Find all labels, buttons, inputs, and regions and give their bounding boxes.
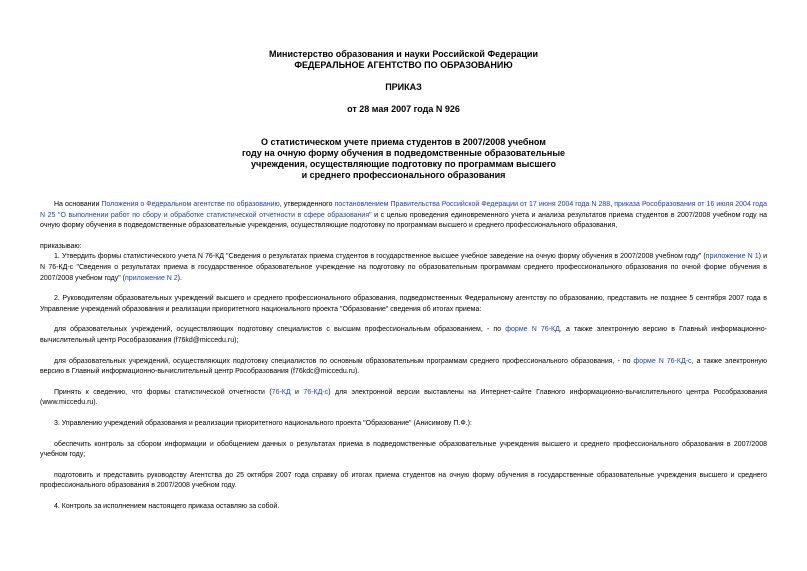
document-body [40,200,767,512]
text: ). [177,274,182,282]
paragraph-item-3: 3. Управлению учреждений образования и реализации приоритетного национального проекта "Образование" (Анисимову П.Ф.): [54,419,472,427]
doc-title-line-4: и среднего профессионального образования [301,170,506,180]
text: для образовательных учреждений, осуществляющих подготовку специалистов с высшим профессиональным образованием, - по [54,326,506,334]
text: , [610,201,615,208]
text: ) и N 76-КД-с "Сведения о результатах приема в государственное образовательное учреждение на подготовку по образовательным программам среднего профессионального образования по очной форме обучения в 2007/2008 учебном году" ( [40,253,768,282]
text: 1. Утвердить формы статистического учета N 76-КД "Сведения о результатах приема студентов в государственное высшее учебное заведение на очную форму обучения в 2007/2008 учебном году" ( [54,253,706,261]
link-76kd-s[interactable]: 76-КД-с [303,388,329,396]
paragraph-website-note [40,388,767,409]
link-form-76kd-s[interactable]: форме N 76-КД-с [633,357,692,365]
doc-date-number: от 28 мая 2007 года N 926 [347,104,460,114]
text: , а также электронную версию в Главный информационно-вычислительный центр Рособразования (f76kdc@miccedu.ru). [40,357,767,376]
text: ) для электронной версии выставлены на Интернет-сайте Главного информационно-вычислительного центра Рособразования (www.miccedu.ru). [40,388,767,407]
paragraph-control: обеспечить контроль за сбором информации и обобщением данных о результатах приема в подведомственные образовательные учреждения высшего и среднего профессионального образования в 2007/2008 учебном году; [40,440,767,459]
text: , утвержденного [279,201,335,208]
doc-type: ПРИКАЗ [385,82,422,92]
text: , а также электронную версию в Главный информационно-вычислительный центр Рособразования (f76kd@miccedu.ru); [40,326,767,344]
doc-title-line-2: году на очную форму обучения в подведомственные образовательные [241,148,566,158]
ministry-name: Министерство образования и науки Российской Федерации [269,49,538,59]
doc-title-line-1: О статистическом учете приема студентов в 2007/2008 учебном [261,137,546,147]
paragraph-item-2: 2. Руководителям образовательных учреждений высшего и среднего профессионального образования, подведомственных Федеральному агентству по образованию, представить не позднее 5 сентября 2007 года в Управление учреждений образования и реализации приоритетного национального проекта "Образование" сведения об итогах приема: [40,295,767,313]
text: и с целью проведения единовременного учета и анализа результатов приема студентов в 2007/2008 учебном году на очную форму обучения в подведомственные образовательные учреждения, осуществляющие подготовку по программам высшего и среднего профессионального образования, [40,211,767,230]
agency-name: ФЕДЕРАЛЬНОЕ АГЕНТСТВО ПО ОБРАЗОВАНИЮ [294,60,513,70]
link-regulation[interactable]: Положения о Федеральном агентстве по образованию [101,201,280,208]
paragraph-order: приказываю: [40,242,82,250]
paragraph-item-4: 4. Контроль за исполнением настоящего приказа оставляю за собой. [54,502,280,510]
paragraph-report: подготовить и представить руководству Агентства до 25 октября 2007 года справку об итогах приема студентов на очную форму обучения в государственные образовательные учреждения высшего и среднего профессионального образования в 2007/2008 учебном году. [40,471,767,490]
link-76kd[interactable]: 76-КД [271,388,291,396]
paragraph-secondary-education [40,357,767,378]
text: и [290,388,304,396]
link-appendix-1[interactable]: приложение N 1 [705,253,759,261]
paragraph-basis [40,200,767,232]
link-appendix-2[interactable]: приложение N 2 [125,274,178,282]
text: Принять к сведению, что формы статистической отчетности ( [54,388,272,396]
link-government-decree[interactable]: постановлением Правительства Российской Федерации от 17 июня 2004 года N 288 [334,201,611,208]
text: для образовательных учреждений, осуществляющих подготовку специалистов по основным образовательным программам среднего профессионального образования, - по [54,357,634,365]
doc-title-line-3: учреждения, осуществляющие подготовку по программам высшего [250,159,556,169]
link-order-25[interactable]: приказа Рособразования от 16 июля 2004 года N 25 "О выполнении работ по сбору и обработке статистической отчетности в сфере образования" [40,201,767,219]
text: На основании [54,201,102,208]
paragraph-item-1 [40,252,767,284]
link-form-76kd[interactable]: форме N 76-КД [505,326,560,334]
paragraph-higher-education [40,325,767,346]
